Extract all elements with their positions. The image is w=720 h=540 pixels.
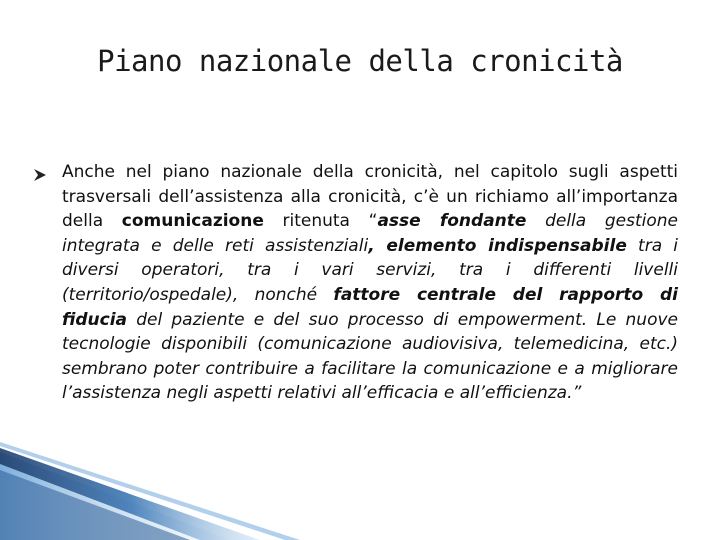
- text-run-bold: comunicazione: [121, 211, 264, 232]
- text-run-bold-italic: asse fondante: [377, 211, 527, 232]
- text-run: Anche nel piano nazionale della cronicità, nel capitolo sugli aspetti trasversali dell’assistenza alla cronicità, c’è un richiamo all’importanza della: [62, 162, 678, 232]
- decorative-corner-shapes: [0, 440, 720, 540]
- slide-title: Piano nazionale della cronicità: [97, 44, 623, 78]
- text-run: ritenuta “: [263, 211, 378, 232]
- text-run-bold-italic: fattore centrale del rapporto di fiducia: [62, 284, 678, 330]
- text-run-bold-italic: , elemento indispensabile: [368, 235, 627, 256]
- arrow-bullet-icon: [32, 167, 48, 183]
- text-run-italic: della gestione integrata e delle reti assistenziali: [62, 211, 678, 256]
- text-run-italic: del paziente e del suo processo di empowerment. Le nuove tecnologie disponibili (comunicazione audiovisiva, telemedicina, etc.) sembrano poter contribuire a facilitare la comunicazione e a migliorare l’assistenza negli aspetti relativi all’efficacia e all’efficienza.”: [62, 309, 678, 404]
- body-paragraph: [62, 160, 678, 406]
- text-run-italic: tra i diversi operatori, tra i vari servizi, tra i differenti livelli (territorio/ospedale), nonché: [62, 235, 679, 305]
